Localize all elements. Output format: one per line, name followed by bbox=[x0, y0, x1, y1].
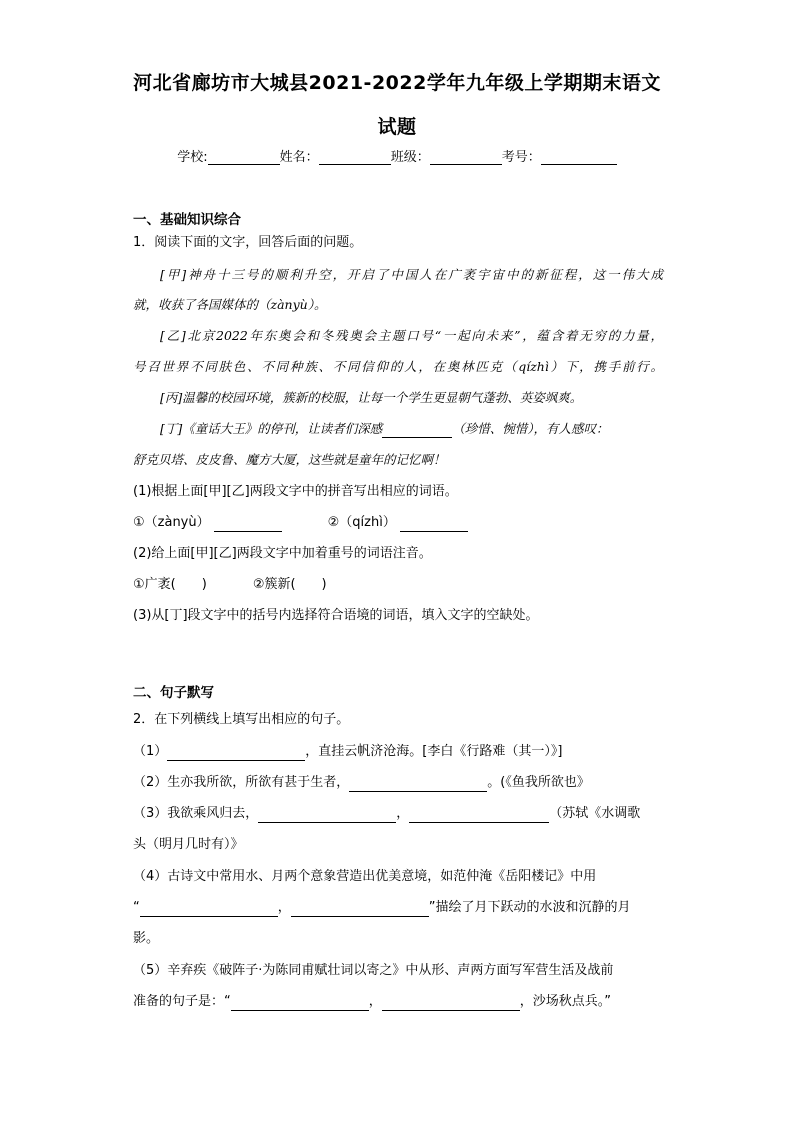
sub-question-1-answers bbox=[133, 514, 663, 532]
dictation-item-1 bbox=[133, 743, 663, 761]
item-5-ending: ，沙场秋点兵。” bbox=[519, 994, 612, 1009]
student-info-line bbox=[0, 146, 794, 165]
class-label: 班级： bbox=[390, 150, 430, 165]
number-blank[interactable] bbox=[541, 150, 617, 165]
sub-question-3: (3)从[丁]段文字中的括号内选择符合语境的词语，填入文字的空缺处。 bbox=[133, 608, 539, 623]
item-3-text: （3）我欲乘风归去， bbox=[133, 806, 259, 821]
passage-jia-line2: 就，收获了各国媒体的（zànyù）。 bbox=[133, 297, 327, 312]
passage-ding-line2: 舒克贝塔、皮皮鲁、魔方大厦，这些就是童年的记忆啊！ bbox=[133, 452, 446, 467]
pinyin-zanyu-label: ①（zànyù） bbox=[133, 515, 210, 530]
item-3-comma: ， bbox=[396, 806, 410, 821]
passage-ding-text-b: （珍惜、惋惜），有人感叹： bbox=[452, 421, 609, 436]
dictation-item-5-cont bbox=[133, 993, 663, 1011]
item-4-comma: ， bbox=[277, 900, 291, 915]
sub-question-1: (1)根据上面[甲][乙]两段文字中的拼音写出相应的词语。 bbox=[133, 484, 458, 499]
passage-yi-line2: 号召世界不同肤色、不同种族、不同信仰的人，在奥林匹克（qízhì）下，携手前行。 bbox=[133, 359, 663, 374]
item-5-comma: ， bbox=[368, 994, 382, 1009]
item-2-blank[interactable] bbox=[349, 777, 487, 792]
item-2-text: （2）生亦我所欲，所欲有甚于生者， bbox=[133, 775, 350, 790]
passage-bing: [丙]温馨的校园环境，簇新的校服，让每一个学生更显朝气蓬勃、英姿飒爽。 bbox=[160, 390, 583, 405]
section-heading-sentence-dictation: 二、句子默写 bbox=[133, 685, 214, 701]
dictation-item-4-end: 影。 bbox=[133, 931, 160, 946]
sub-question-2: (2)给上面[甲][乙]两段文字中加着重号的词语注音。 bbox=[133, 546, 432, 561]
item-2-source: 。(《鱼我所欲也》 bbox=[487, 775, 590, 790]
item-3-blank-a[interactable] bbox=[258, 808, 396, 823]
item-5-text: 准备的句子是：“ bbox=[133, 994, 231, 1009]
item-4-blank-a[interactable] bbox=[140, 902, 278, 917]
passage-ding-text-a: [丁]《童话大王》的停刊，让读者们深感 bbox=[160, 421, 383, 436]
question-1-stem: 1．阅读下面的文字，回答后面的问题。 bbox=[133, 235, 363, 250]
item-4-open-quote: “ bbox=[133, 900, 140, 915]
dictation-item-5: （5）辛弃疾《破阵子·为陈同甫赋壮词以寄之》中从形、声两方面写军营生活及战前 bbox=[133, 963, 614, 978]
number-label: 考号： bbox=[501, 150, 541, 165]
pinyin-qizhi-label: ②（qízhì） bbox=[327, 515, 396, 530]
item-3-blank-b[interactable] bbox=[409, 808, 549, 823]
item-1-blank[interactable] bbox=[167, 746, 305, 761]
guangmao-item: ①广袤( ) bbox=[133, 577, 207, 592]
class-blank[interactable] bbox=[430, 150, 502, 165]
dictation-item-2 bbox=[133, 774, 663, 792]
item-1-text: ，直挂云帆济沧海。[李白《行路难（其一）》] bbox=[305, 744, 563, 759]
item-4-blank-b[interactable] bbox=[291, 902, 429, 917]
cuxin-item: ②簇新( ) bbox=[252, 577, 327, 592]
dictation-item-4: （4）古诗文中常用水、月两个意象营造出优美意境，如范仲淹《岳阳楼记》中用 bbox=[133, 869, 597, 884]
item-3-source: （苏轼《水调歌 bbox=[549, 806, 641, 821]
section-heading-basic-knowledge: 一、基础知识综合 bbox=[133, 212, 241, 228]
qizhi-blank[interactable] bbox=[400, 517, 468, 532]
dictation-item-3 bbox=[133, 805, 663, 823]
passage-jia-line1: [甲]神舟十三号的顺利升空，开启了中国人在广袤宇宙中的新征程，这一伟大成 bbox=[160, 267, 663, 282]
name-label: 姓名： bbox=[279, 150, 319, 165]
question-2-stem: 2．在下列横线上填写出相应的句子。 bbox=[133, 712, 350, 727]
school-label: 学校: bbox=[177, 150, 208, 165]
school-blank[interactable] bbox=[208, 150, 280, 165]
item-5-blank-b[interactable] bbox=[382, 996, 520, 1011]
dictation-item-4-cont bbox=[133, 899, 663, 917]
item-5-blank-a[interactable] bbox=[231, 996, 369, 1011]
ding-blank[interactable] bbox=[382, 423, 452, 438]
zanyu-blank[interactable] bbox=[214, 517, 282, 532]
passage-yi-line1: [乙]北京2022年东奥会和冬残奥会主题口号“一起向未来”，蕴含着无穷的力量， bbox=[160, 328, 663, 343]
passage-ding-line1 bbox=[160, 420, 663, 438]
name-blank[interactable] bbox=[319, 150, 391, 165]
dictation-item-3-cont: 头（明月几时有）》 bbox=[133, 837, 244, 852]
sub-question-2-answers bbox=[133, 576, 663, 594]
item-4-text: ”描绘了月下跃动的水波和沉静的月 bbox=[428, 900, 631, 915]
item-1-number: （1） bbox=[133, 744, 168, 759]
exam-title: 河北省廊坊市大城县2021-2022学年九年级上学期期末语文 bbox=[133, 72, 661, 94]
exam-title-continued: 试题 bbox=[377, 116, 417, 138]
